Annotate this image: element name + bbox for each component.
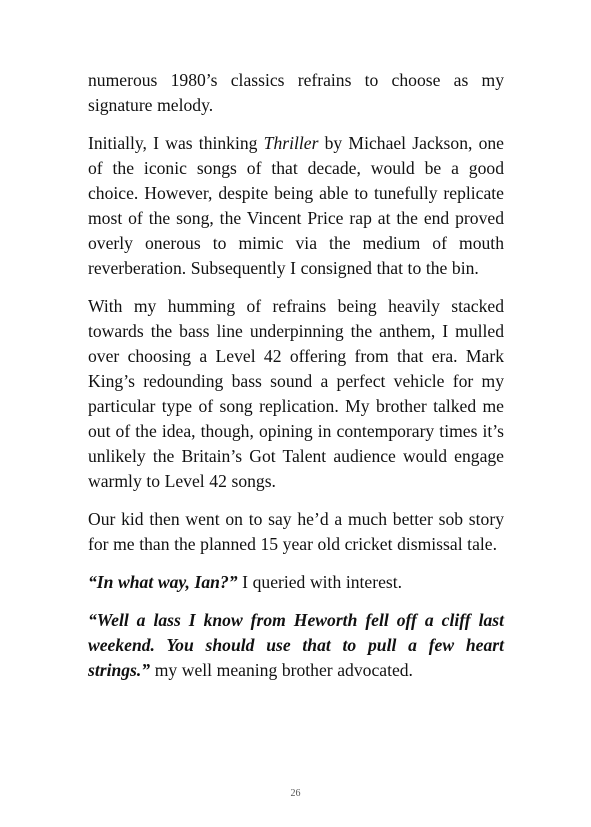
- dialogue-quote-2: “Well a lass I know from Heworth fell off a cliff last weekend. You should use that to pull a few heart strings.”: [88, 610, 504, 680]
- song-title-thriller: Thriller: [263, 133, 319, 153]
- page-number: 26: [290, 788, 301, 799]
- paragraph-5-text-after: I queried with interest.: [237, 572, 403, 592]
- paragraph-2-text-after: by Michael Jackson, one of the iconic songs of that decade, would be a good choice. However, despite being able to tunefully replicate most of the song, the Vincent Price rap at the end proved overly onerous to mimic via the medium of mouth reverberation. Subsequently I consigned that to the bin.: [88, 133, 504, 278]
- paragraph-5: [88, 570, 504, 595]
- paragraph-3-text: With my humming of refrains being heavily stacked towards the bass line underpinning the anthem, I mulled over choosing a Level 42 offering from that era. Mark King’s redounding bass sound a perfect vehicle for my particular type of song replication. My brother talked me out of the idea, though, opining in contemporary times it’s unlikely the Britain’s Got Talent audience would engage warmly to Level 42 songs.: [88, 296, 504, 491]
- paragraph-3: [88, 294, 504, 494]
- paragraph-6: [88, 608, 504, 683]
- paragraph-4: [88, 507, 504, 557]
- paragraph-6-text-after: my well meaning brother advocated.: [150, 660, 413, 680]
- document-page: [88, 68, 504, 696]
- paragraph-4-text: Our kid then went on to say he’d a much better sob story for me than the planned 15 year old cricket dismissal tale.: [88, 509, 504, 554]
- paragraph-2-text-before: Initially, I was thinking: [88, 133, 264, 153]
- paragraph-1-text: numerous 1980’s classics refrains to choose as my signature melody.: [88, 70, 504, 115]
- paragraph-2: [88, 131, 504, 281]
- dialogue-quote-1: “In what way, Ian?”: [88, 572, 238, 592]
- paragraph-1: [88, 68, 504, 118]
